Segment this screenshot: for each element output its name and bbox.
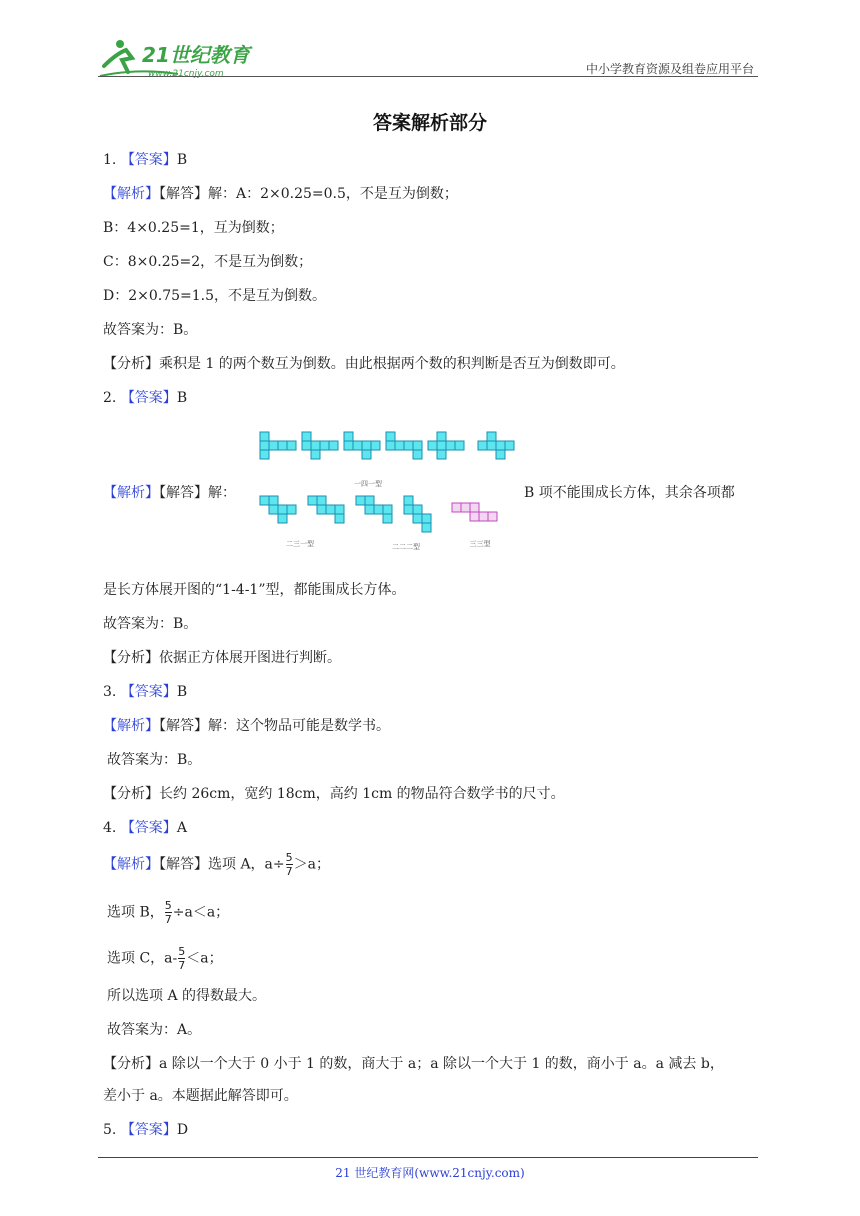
q3-conclusion: 故答案为：B。	[107, 752, 202, 768]
q4-answer-tag: 【答案】	[120, 820, 177, 836]
q2-jiexi-tag: 【解析】	[103, 485, 159, 501]
q2-jieda-line	[103, 483, 236, 503]
net-square	[383, 505, 392, 514]
q5-answer-line	[103, 1120, 188, 1140]
q4-option-a-suffix: ＞a；	[293, 856, 330, 873]
net-square	[452, 503, 461, 512]
fraction-numerator: 5	[164, 899, 172, 912]
net-square	[470, 512, 479, 521]
net-type-label: 三三型	[469, 540, 491, 548]
q1-line-c: C：8×0.25=2，不是互为倒数；	[103, 254, 313, 270]
net-square	[371, 441, 380, 450]
net-square	[335, 505, 344, 514]
net-square	[461, 503, 470, 512]
header-divider	[98, 76, 758, 77]
net-square	[437, 450, 446, 459]
net-square	[260, 441, 269, 450]
net-square	[496, 441, 505, 450]
q5-answer: D	[176, 1122, 189, 1138]
q4-max-line: 所以选项 A 的得数最大。	[107, 988, 267, 1004]
net-square	[437, 441, 446, 450]
q2-answer: B	[176, 390, 188, 406]
q1-line-d: D：2×0.75=1.5，不是互为倒数。	[103, 288, 327, 304]
q2-analysis: 【分析】依据正方体展开图进行判断。	[103, 650, 341, 666]
q3-answer: B	[176, 684, 188, 700]
q5-answer-tag: 【答案】	[120, 1122, 177, 1138]
q3-answer-line	[103, 682, 187, 702]
net-square	[470, 503, 479, 512]
fraction-five-sevenths	[286, 852, 293, 877]
q4-answer: A	[176, 820, 187, 836]
fraction-denominator: 7	[285, 865, 293, 878]
net-square	[404, 496, 413, 505]
site-logo[interactable]	[98, 36, 268, 80]
q1-line-b: B：4×0.25=1，互为倒数；	[103, 220, 284, 236]
net-square	[437, 432, 446, 441]
page-header	[98, 30, 758, 80]
net-square	[317, 496, 326, 505]
q4-conclusion: 故答案为：A。	[107, 1022, 202, 1038]
net-square	[311, 441, 320, 450]
q1-jiexi-tag: 【解析】	[103, 186, 159, 202]
net-square	[344, 432, 353, 441]
q4-answer-line	[103, 818, 187, 838]
net-square	[356, 496, 365, 505]
net-square	[269, 496, 278, 505]
net-square	[413, 505, 422, 514]
q4-option-b-prefix: 选项 B，	[107, 904, 164, 921]
fraction-numerator: 5	[285, 851, 293, 864]
net-square	[374, 505, 383, 514]
q3-jieda-text: 【解答】解：这个物品可能是数学书。	[159, 718, 390, 734]
net-square	[287, 441, 296, 450]
net-square	[269, 441, 278, 450]
net-square	[365, 505, 374, 514]
q4-option-a-prefix: 【解答】选项 A，a÷	[159, 856, 285, 873]
q4-option-b-line	[107, 900, 229, 925]
cube-net-figure	[256, 428, 518, 558]
fraction-numerator: 5	[178, 945, 186, 958]
q2-answer-line	[103, 388, 187, 408]
q1-answer: B	[176, 152, 188, 168]
q1-answer-line	[103, 150, 187, 170]
q2-conclusion: 故答案为：B。	[103, 616, 198, 632]
q4-option-c-line	[107, 946, 223, 971]
cube-net-diagram	[256, 428, 518, 558]
fraction-denominator: 7	[178, 959, 186, 972]
footer-divider	[98, 1157, 758, 1158]
net-square	[344, 441, 353, 450]
net-square	[278, 505, 287, 514]
page-footer: 21 世纪教育网(www.21cnjy.com)	[335, 1166, 525, 1180]
q3-jiexi-tag: 【解析】	[103, 718, 159, 734]
q1-jieda-text: 【解答】解：A：2×0.25=0.5，不是互为倒数；	[159, 186, 458, 202]
net-square	[386, 432, 395, 441]
q3-analysis: 【分析】长约 26cm，宽约 18cm，高约 1cm 的物品符合数学书的尺寸。	[103, 786, 565, 802]
net-square	[287, 505, 296, 514]
net-square	[260, 432, 269, 441]
net-square	[404, 441, 413, 450]
q2-answer-tag: 【答案】	[120, 390, 177, 406]
net-square	[326, 505, 335, 514]
q1-analysis: 【分析】乘积是 1 的两个数互为倒数。由此根据两个数的积判断是否互为倒数即可。	[103, 356, 625, 372]
q3-answer-tag: 【答案】	[120, 684, 177, 700]
runner-logo-icon	[98, 36, 268, 80]
net-square	[335, 514, 344, 523]
net-square	[479, 512, 488, 521]
net-square	[317, 505, 326, 514]
net-square	[308, 496, 317, 505]
net-square	[320, 441, 329, 450]
net-square	[278, 441, 287, 450]
header-platform-name: 中小学教育资源及组卷应用平台	[585, 62, 754, 76]
net-square	[413, 514, 422, 523]
net-square	[487, 432, 496, 441]
q1-conclusion: 故答案为：B。	[103, 322, 198, 338]
net-square	[446, 441, 455, 450]
net-square	[404, 505, 413, 514]
net-square	[413, 441, 422, 450]
net-square	[386, 441, 395, 450]
q4-option-c-prefix: 选项 C，a-	[107, 950, 178, 967]
net-square	[260, 496, 269, 505]
net-type-label: 一四一型	[354, 480, 382, 488]
q5-number: 5.	[103, 1122, 117, 1138]
net-square	[362, 450, 371, 459]
net-square	[505, 441, 514, 450]
q4-analysis-1: 【分析】a 除以一个大于 0 小于 1 的数，商大于 a；a 除以一个大于 1 的数，商小于 a。a 减去 b，	[103, 1056, 724, 1072]
q2-number: 2.	[103, 390, 117, 406]
q4-number: 4.	[103, 820, 117, 836]
q2-jieda-prefix: 【解答】解：	[159, 485, 236, 501]
net-square	[383, 514, 392, 523]
net-square	[362, 441, 371, 450]
svg-text:www.21cnjy.com: www.21cnjy.com	[148, 69, 224, 79]
net-square	[365, 496, 374, 505]
net-square	[260, 450, 269, 459]
q4-option-a-line	[103, 852, 330, 877]
net-square	[329, 441, 338, 450]
fraction-denominator: 7	[164, 913, 172, 926]
net-type-label: 二二二型	[392, 543, 420, 551]
net-square	[353, 441, 362, 450]
page-title: 答案解析部分	[372, 112, 487, 134]
net-square	[455, 441, 464, 450]
net-square	[278, 514, 287, 523]
net-square	[487, 441, 496, 450]
net-square	[488, 512, 497, 521]
net-square	[395, 441, 404, 450]
fraction-five-sevenths	[165, 900, 172, 925]
net-type-label: 二三一型	[286, 540, 314, 548]
net-square	[496, 450, 505, 459]
net-square	[478, 441, 487, 450]
net-square	[302, 432, 311, 441]
net-square	[311, 450, 320, 459]
fraction-five-sevenths	[178, 946, 185, 971]
net-square	[428, 441, 437, 450]
net-square	[422, 523, 431, 532]
net-square	[413, 450, 422, 459]
q3-number: 3.	[103, 684, 117, 700]
q4-option-c-suffix: ＜a；	[186, 950, 223, 967]
net-square	[269, 505, 278, 514]
net-square	[302, 441, 311, 450]
q2-line-2: 是长方体展开图的“1-4-1”型，都能围成长方体。	[103, 582, 406, 598]
q1-answer-tag: 【答案】	[120, 152, 177, 168]
q4-option-b-suffix: ÷a＜a；	[172, 904, 230, 921]
q4-jiexi-tag: 【解析】	[103, 856, 159, 873]
svg-text:21世纪教育: 21世纪教育	[142, 43, 250, 67]
q4-analysis-2: 差小于 a。本题据此解答即可。	[103, 1088, 298, 1104]
q3-jieda-line	[103, 716, 390, 736]
net-square	[422, 514, 431, 523]
q1-number: 1.	[103, 152, 117, 168]
q1-jieda-line	[103, 184, 458, 204]
q2-jieda-suffix: B 项不能围成长方体，其余各项都	[524, 485, 735, 501]
